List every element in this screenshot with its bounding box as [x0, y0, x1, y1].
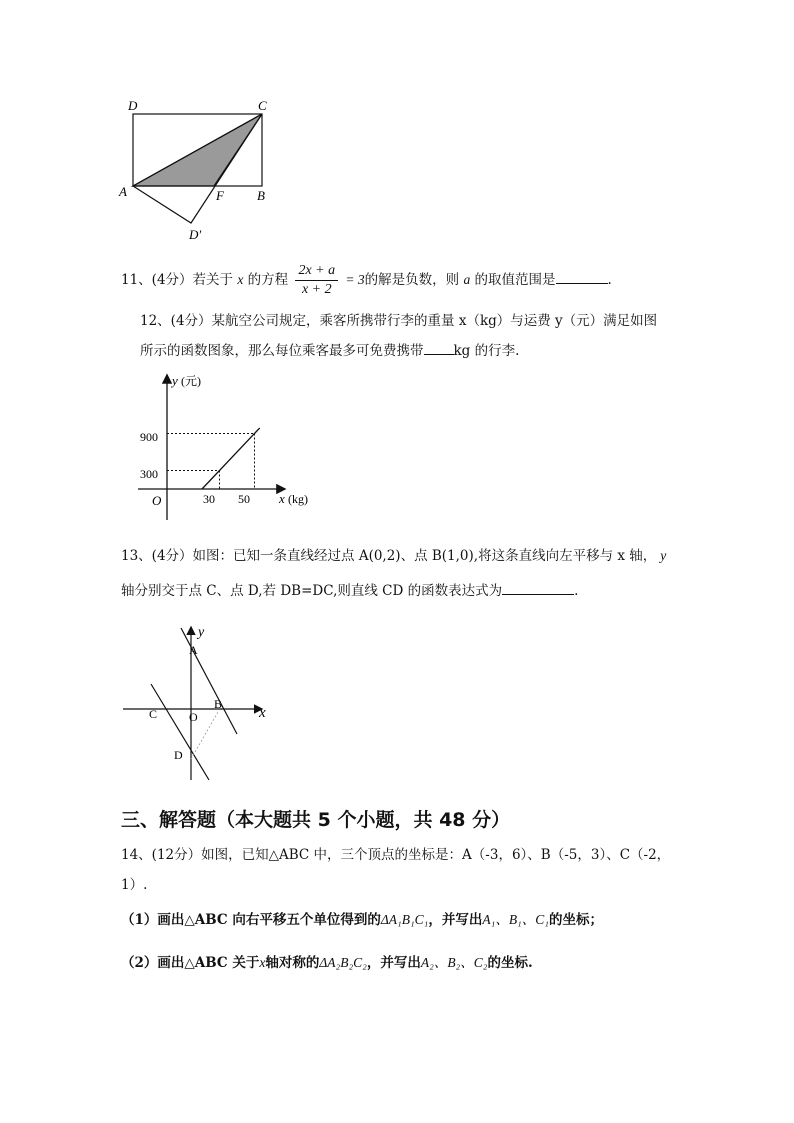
graph13-label-o: O — [189, 710, 198, 724]
graph13-label-d: D — [174, 748, 183, 762]
graph13-label-c: C — [149, 707, 158, 721]
graph12-origin: O — [152, 493, 162, 508]
rect-fig-shapes — [133, 114, 262, 223]
section-3-heading: 三、解答题（本大题共 5 个小题，共 48 分） — [121, 809, 511, 831]
graph13-label-b: B — [214, 697, 223, 711]
answer-blank-11 — [556, 269, 608, 284]
graph12-y-unit: (元) — [181, 374, 201, 388]
question-14-line1: 14、(12分）如图，已知△ABC 中，三个顶点的坐标是：A（-3，6）、B（-5，3）、C（-2， — [121, 847, 671, 863]
question-13-line1: 13、(4分）如图：已知一条直线经过点 A(0,2)、点 B(1,0),将这条直线向左平移与 x 轴， y — [121, 548, 667, 564]
graph13-y-label: y — [198, 625, 205, 640]
line-cd — [151, 684, 209, 780]
graph13-label-a: A — [189, 643, 198, 657]
graph12-y-label: y — [172, 373, 178, 388]
question-14-part2: （2）画出△ABC 关于x轴对称的ΔA₂B₂C₂，并写出A₂、B₂、C₂的坐标. — [121, 955, 533, 971]
fraction-equation: $\frac{2x + a}{x + 2}$ — [295, 262, 338, 299]
graph12-x-label: x — [279, 491, 285, 506]
line-shift-graph — [121, 622, 273, 784]
graph12-x-unit: (kg) — [288, 492, 308, 506]
graph12-tick-300: 300 — [140, 467, 158, 481]
question-14-line2: 1）. — [121, 877, 148, 893]
label-b: B — [257, 188, 265, 203]
label-f: F — [216, 188, 224, 203]
question-12-line2: 所示的函数图象，那么每位乘客最多可免费携带 kg 的行李. — [140, 340, 519, 361]
label-c: C — [258, 98, 267, 113]
question-11: 11、(4分）若关于 x 的方程 $\frac{2x + a}{x + 2}$ = 3的解是负数，则 a 的取值范围是 . — [121, 263, 612, 297]
graph12-tick-30: 30 — [203, 492, 215, 506]
label-d: D — [128, 98, 138, 113]
answer-blank-12 — [424, 340, 454, 355]
question-14-part1: （1）画出△ABC 向右平移五个单位得到的ΔA₁B₁C₁，并写出A₁、B₁、C₁的坐标； — [121, 912, 603, 928]
rectangle-fold-figure — [112, 92, 282, 247]
freight-graph — [134, 372, 320, 524]
label-d-prime: D′ — [189, 227, 202, 242]
question-12-line1: 12、(4分）某航空公司规定，乘客所携带行李的重量 x（kg）与运费 y（元）满足如图 — [140, 313, 658, 329]
label-a: A — [119, 184, 127, 199]
answer-blank-13 — [502, 580, 574, 595]
freight-line — [202, 428, 260, 489]
question-13-line2: 轴分别交于点 C、点 D,若 DB=DC,则直线 CD 的函数表达式为 . — [121, 580, 578, 601]
graph12-tick-900: 900 — [140, 430, 158, 444]
graph13-x-label: x — [259, 705, 266, 721]
graph12-tick-50: 50 — [238, 492, 250, 506]
